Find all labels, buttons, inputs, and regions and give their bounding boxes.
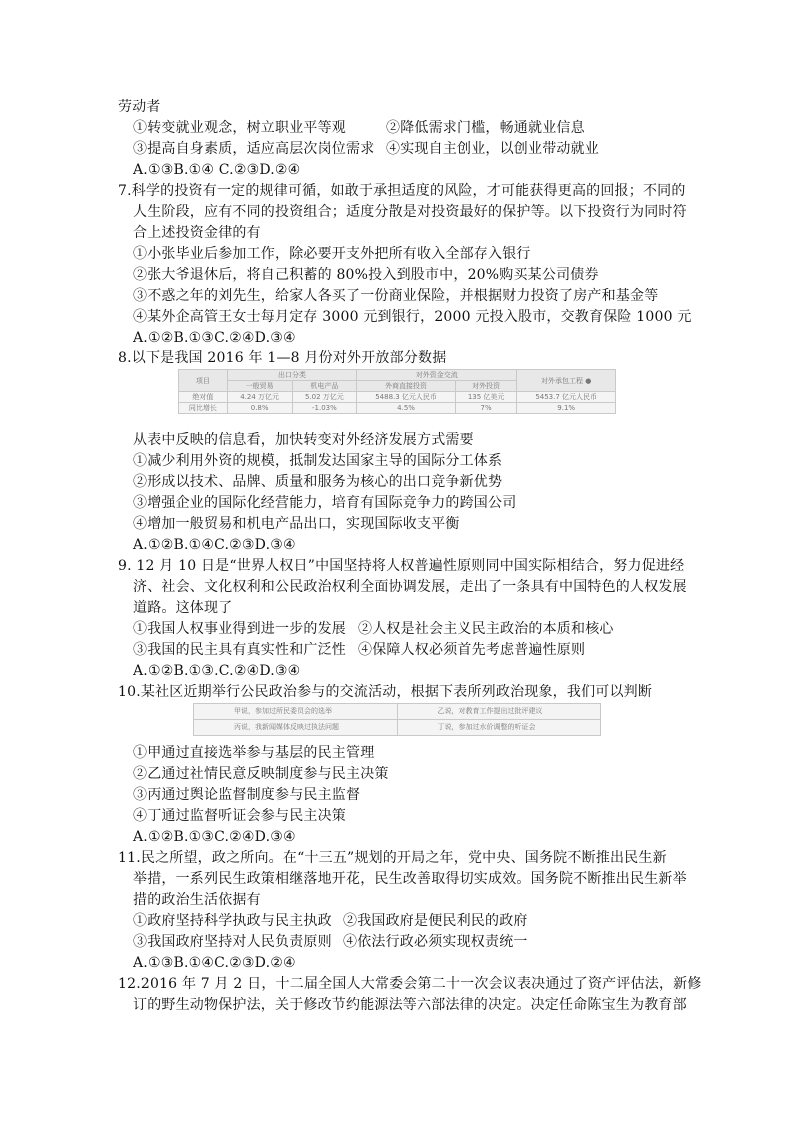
table-cell: 乙说，对教育工作提出过批评建议	[397, 704, 601, 720]
q10-stem: 10.某社区近期举行公民政治参与的交流活动，根据下表所列政治现象，我们可以判断	[118, 684, 653, 700]
col-contract: 对外承包工程 ●	[517, 370, 616, 392]
row-growth-label: 同比增长	[179, 403, 228, 414]
q12-stem-line: 订的野生动物保护法，关于修改节约能源法等六部法律的决定。决定任命陈宝生为教育部	[133, 997, 687, 1013]
answer-choices: A.①③B.①④ C.②③D.②④	[133, 162, 301, 178]
q7-option: ③不惑之年的刘先生，给家人各买了一份商业保险，并根据财力投资了房产和基金等	[133, 288, 659, 304]
group-export: 出口分类	[227, 370, 357, 381]
q8-stem: 8.以下是我国 2016 年 1—8 月份对外开放部分数据	[118, 350, 447, 366]
table-cell: 7%	[455, 403, 516, 414]
q8-option: ④增加一般贸易和机电产品出口，实现国际收支平衡	[133, 516, 460, 532]
q10-option: ④丁通过监督听证会参与民主决策	[133, 808, 346, 824]
q9-stem-line: 济、社会、文化权利和公民政治权利全面协调发展，走出了一条具有中国特色的人权发展	[133, 579, 687, 595]
q7-option: ②张大爷退休后，将自己积蓄的 80%投入到股市中，20%购买某公司债券	[133, 267, 599, 283]
table-cell: 5.02 万亿元	[292, 392, 357, 403]
q9-stem-line: 9. 12 月 10 日是“世界人权日”中国坚持将人权普遍性原则同中国实际相结合，努力促进经	[118, 558, 685, 574]
q9-option: ①我国人权事业得到进一步的发展	[133, 621, 346, 637]
q9-option: ②人权是社会主义民主政治的本质和核心	[358, 621, 614, 637]
q10-option: ②乙通过社情民意反映制度参与民主决策	[133, 766, 389, 782]
q8-answers: A.①②B.①④C.②③D.③④	[133, 537, 296, 553]
q11-answers: A.①③B.①④C.②③D.②④	[133, 955, 296, 971]
table-cell: 135 亿美元	[455, 392, 516, 403]
option-4: ④实现自主创业，以创业带动就业	[386, 141, 599, 157]
table-cell: 4.5%	[357, 403, 456, 414]
col-mech: 机电产品	[292, 381, 357, 392]
q11-stem-line: 措的政治生活依据有	[133, 892, 261, 908]
q11-stem-line: 举措，一系列民生政策相继落地开花，民生改善取得切实成效。国务院不断推出民生新举	[133, 871, 687, 887]
col-odi: 对外投资	[455, 381, 516, 392]
q8-data-table	[178, 369, 616, 414]
table-cell: 4.24 万亿元	[227, 392, 292, 403]
q8-option: ③增强企业的国际化经营能力，培育有国际竞争力的跨国公司	[133, 495, 517, 511]
table-cell: 0.8%	[227, 403, 292, 414]
table-cell: 5453.7 亿元人民币	[517, 392, 616, 403]
option-1: ①转变就业观念，树立职业平等观	[133, 120, 346, 136]
table-cell: -1.03%	[292, 403, 357, 414]
q8-option: ②形成以技术、品牌、质量和服务为核心的出口竞争新优势	[133, 474, 503, 490]
q11-option: ①政府坚持科学执政与民主执政	[133, 913, 332, 929]
col-fdi: 外商直接投资	[357, 381, 456, 392]
table-cell: 甲说，参加过所民委员会的选举	[194, 704, 398, 720]
q8-option: ①减少利用外资的规模，抵制发达国家主导的国际分工体系	[133, 453, 503, 469]
q10-answers: A.①②B.①③C.②④D.③④	[133, 829, 296, 845]
q11-stem-line: 11.民之所望，政之所向。在“十三五”规划的开局之年，党中央、国务院不断推出民生新	[118, 850, 667, 866]
q11-option: ④依法行政必须实现权责统一	[343, 934, 528, 950]
group-fdi: 对外资金交流	[357, 370, 517, 381]
table-cell: 丁说，参加过水价调整的听证会	[397, 720, 601, 736]
option-3: ③提高自身素质，适应高层次岗位需求	[133, 141, 375, 157]
q7-option: ①小张毕业后参加工作，除必要开支外把所有收入全部存入银行	[133, 246, 531, 262]
q9-stem-line: 道路。这体现了	[133, 600, 233, 616]
q8-question: 从表中反映的信息看，加快转变对外经济发展方式需要	[133, 432, 474, 448]
q11-option: ②我国政府是便民利民的政府	[343, 913, 528, 929]
q9-option: ④保障人权必须首先考虑普遍性原则	[358, 642, 586, 658]
q10-option: ①甲通过直接选举参与基层的民主管理	[133, 745, 375, 761]
q7-answers: A.①②B.①③C.②④D.③④	[133, 330, 296, 346]
q7-stem-line: 7.科学的投资有一定的规律可循，如敢于承担适度的风险，才可能获得更高的回报；不同的	[118, 183, 686, 199]
q9-answers: A.①②B.①③.C.②④D.③④	[133, 663, 301, 679]
row-abs-label: 绝对值	[179, 392, 228, 403]
q12-stem-line: 12.2016 年 7 月 2 日，十二届全国人大常委会第二十一次会议表决通过了资产评估法，新修	[118, 976, 702, 992]
table-cell: 9.1%	[517, 403, 616, 414]
q7-stem-line: 合上述投资金律的有	[133, 225, 261, 241]
q9-option: ③我国的民主具有真实性和广泛性	[133, 642, 346, 658]
table-cell: 5488.3 亿元人民币	[357, 392, 456, 403]
q7-option: ④某外企高管王女士每月定存 3000 元到银行，2000 元投入股市，交教育保险 1000 元	[133, 309, 692, 325]
table-cell: 丙说，我新闻媒体反映过执法问题	[194, 720, 398, 736]
q11-option: ③我国政府坚持对人民负责原则	[133, 934, 332, 950]
col-project: 项目	[179, 370, 228, 392]
stem-continuation: 劳动者	[118, 99, 161, 115]
q10-option: ③丙通过舆论监督制度参与民主监督	[133, 787, 361, 803]
q7-stem-line: 人生阶段，应有不同的投资组合；适度分散是对投资最好的保护等。以下投资行为同时符	[133, 204, 687, 220]
option-2: ②降低需求门槛，畅通就业信息	[386, 120, 585, 136]
q10-table	[193, 703, 601, 736]
col-general: 一般贸易	[227, 381, 292, 392]
